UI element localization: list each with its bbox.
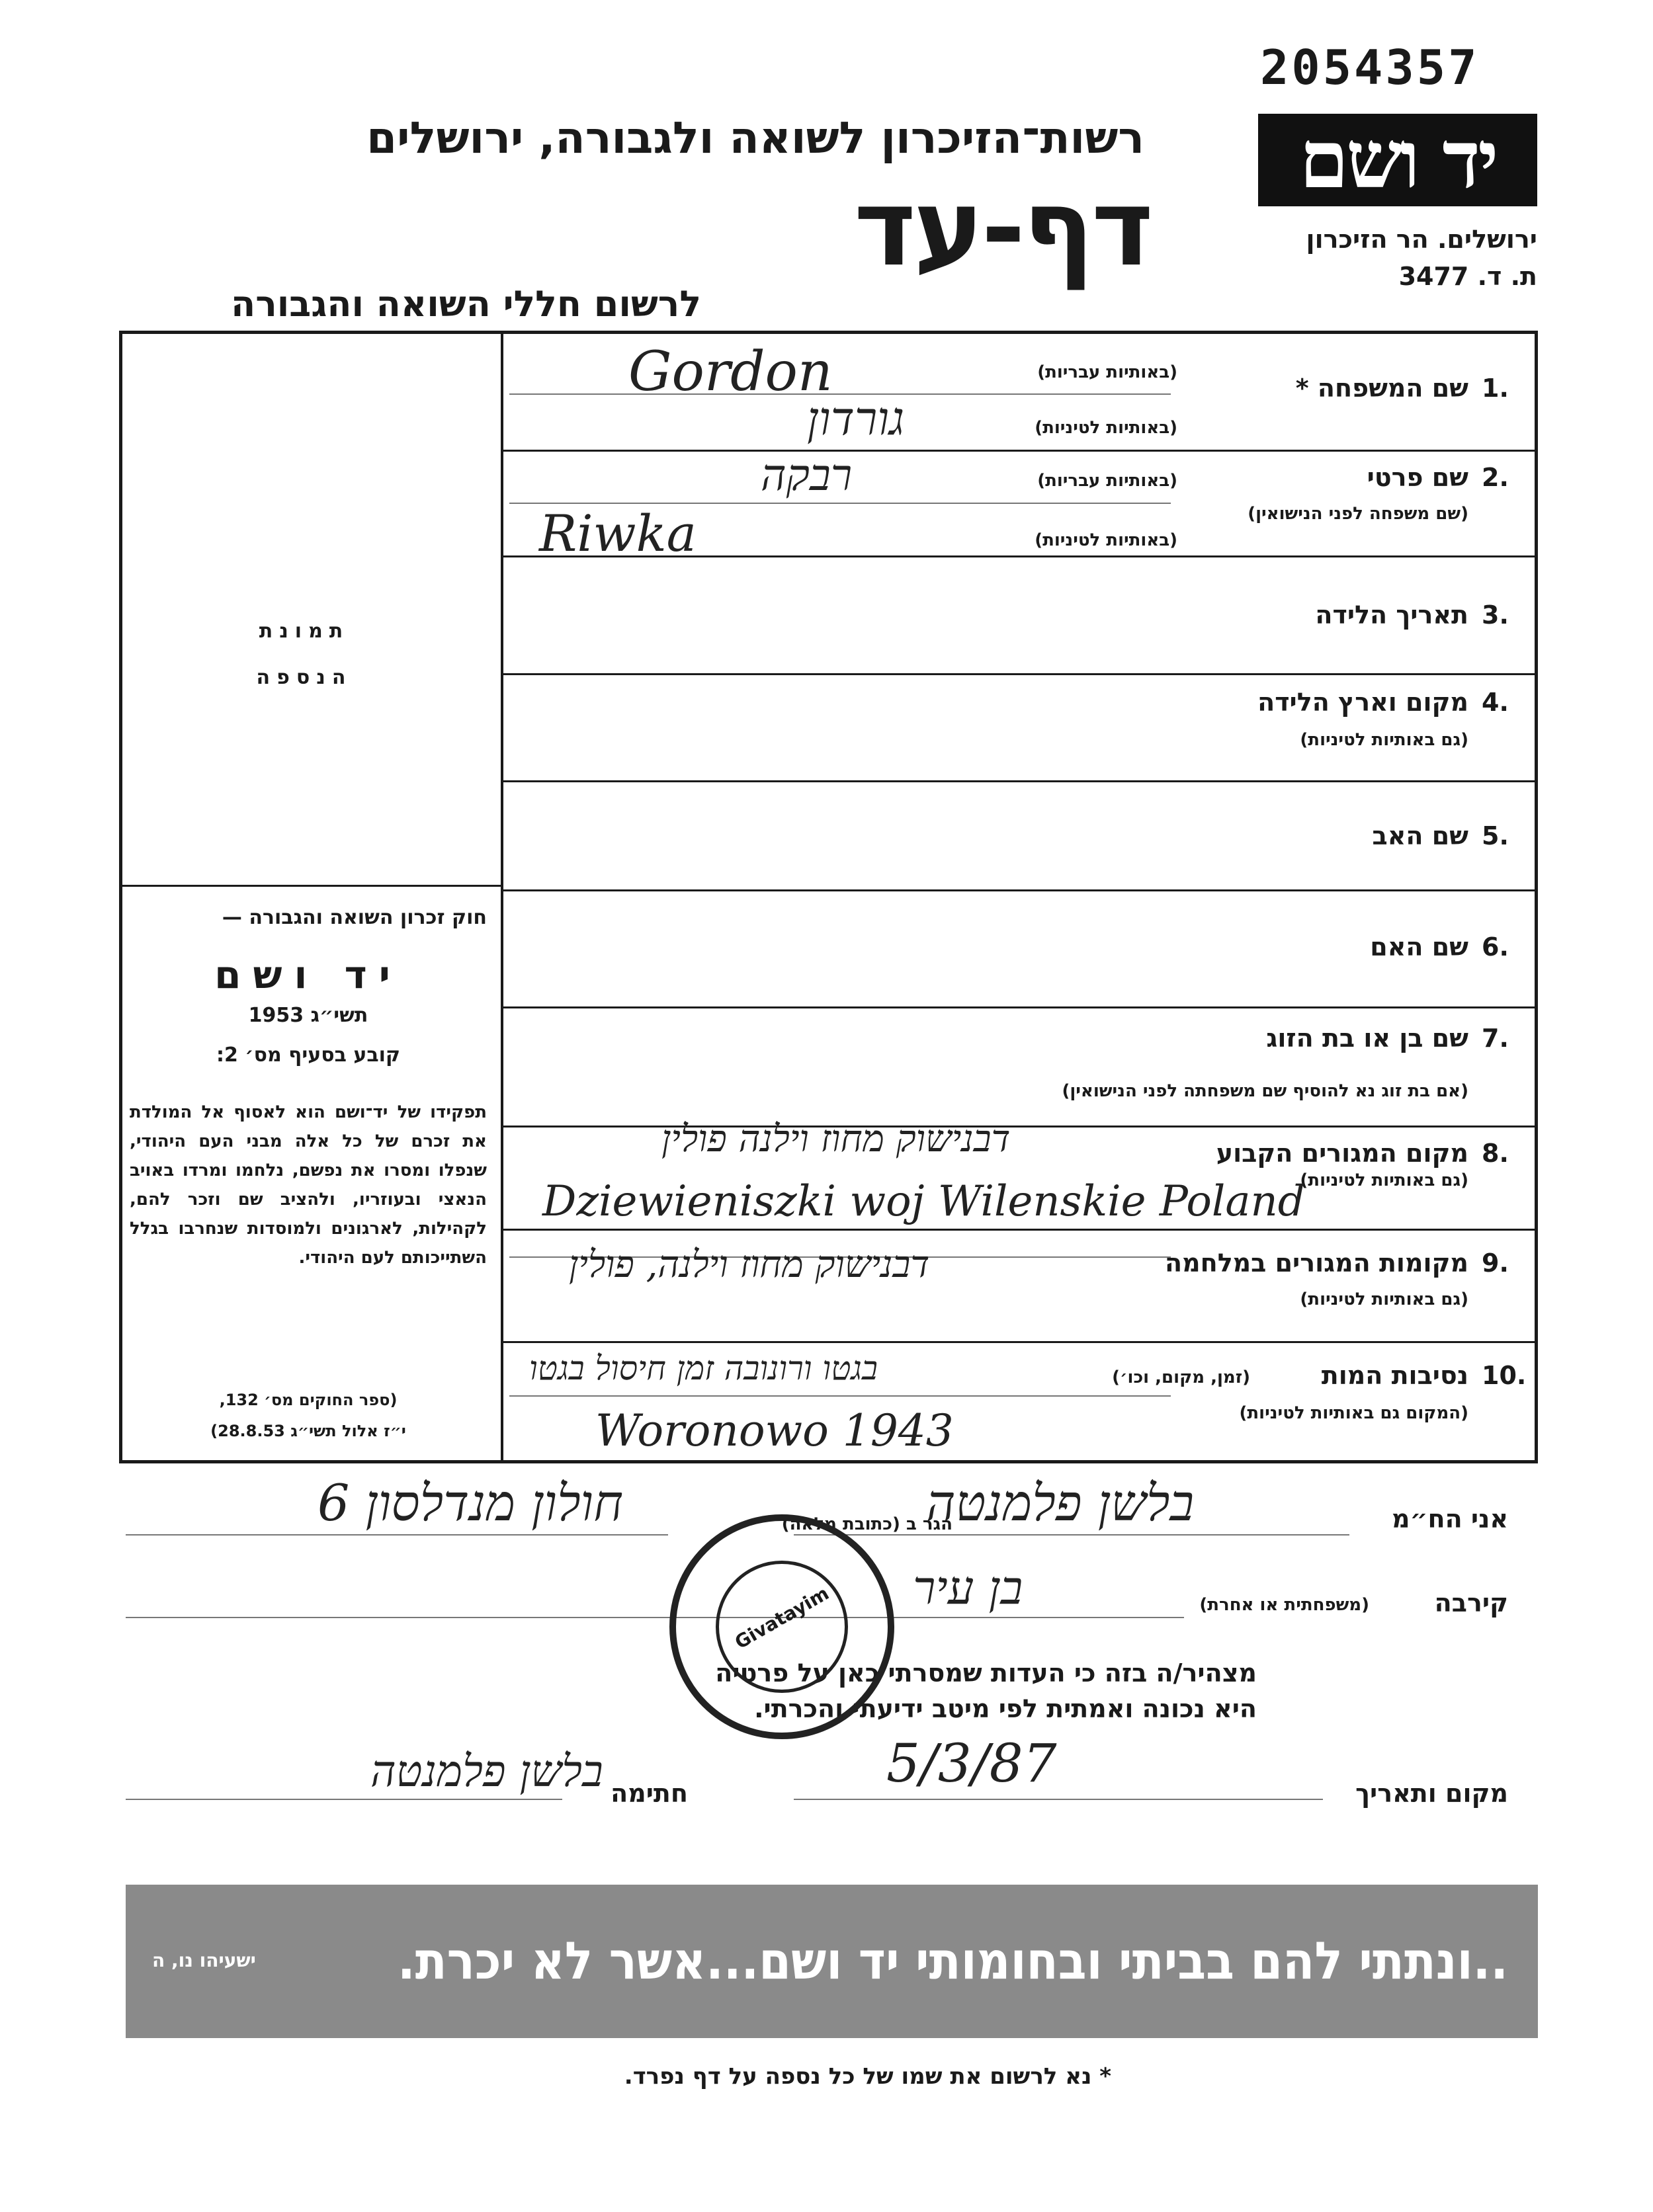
field-1-handwriting-latin: Gordon — [628, 341, 833, 403]
field-4-note: (גם באותיות לטיניות) — [1300, 730, 1468, 750]
address-line-2: ת. ד. 3477 — [1398, 262, 1537, 291]
field-7-number: 7. — [1482, 1024, 1509, 1053]
field-8-note: (גם באותיות לטיניות) — [1300, 1170, 1468, 1190]
field-2-note: (שם משפחה לפני הנישואין) — [1248, 504, 1468, 524]
field-9-handwriting-hebrew: דבנישוק מחוז וילנה, פולין — [569, 1243, 930, 1286]
field-4-label: מקום וארץ הלידה — [1257, 688, 1468, 717]
statement-line-2: היא נכונה ואמתית לפי מיטב ידיעתי והכרתי. — [754, 1694, 1257, 1723]
field-9-label: מקומות המגורים במלחמה — [1164, 1249, 1468, 1278]
field-2-handwriting-latin: Riwka — [539, 504, 697, 563]
field-9-number: 9. — [1482, 1249, 1509, 1278]
law-source-1: (ספר החוקים מס׳ 132, — [219, 1391, 398, 1409]
field-8-handwriting-latin: Dziewieniszki woj Wilenskie Poland — [542, 1177, 1305, 1226]
law-text: תפקידו של יד־ושם הוא לאסוף אל המולדת את זכרם של כל אלה מבני העם היהודי, שנפלו ומסרו את נפשם, נלחמו ומרדו באויב הנאצי ובעוזריו, ולהציב שם וזכר להם, לקהילות, לארגונים ולמוסדות שנחרבו בגלל השתייכותם לעם היהודי. — [130, 1102, 487, 1268]
signature-label: חתימה — [611, 1779, 688, 1808]
field-4-number: 4. — [1482, 688, 1509, 717]
writing-line — [794, 1799, 1323, 1800]
field-10-handwriting-latin: Woronowo 1943 — [595, 1405, 954, 1456]
signature-handwriting: בלשן פלמנטה — [370, 1746, 603, 1797]
relation-note: (משפחתית או אחרת) — [1199, 1595, 1369, 1615]
field-8-number: 8. — [1482, 1139, 1509, 1168]
field-8-label: מקום המגורים הקבוע — [1216, 1139, 1468, 1168]
row-divider — [119, 885, 503, 887]
field-5-number: 5. — [1482, 821, 1509, 850]
relation-label: קירבה — [1434, 1588, 1508, 1618]
law-section: קובע בסעיף מס׳ 2: — [216, 1044, 401, 1067]
field-1-handwriting-hebrew: גורדון — [807, 391, 905, 446]
row-divider — [501, 1006, 1538, 1008]
field-1-label: שם המשפחה * — [1295, 374, 1468, 403]
field-2-sub-latin: (באותיות לטיניות) — [1035, 530, 1177, 550]
field-6-label: שם האם — [1370, 932, 1468, 962]
field-7-label: שם בן או בת הזוג — [1266, 1024, 1468, 1053]
field-2-sub-hebrew: (באותיות עבריות) — [1037, 471, 1177, 491]
date-handwriting: 5/3/87 — [886, 1733, 1057, 1794]
writing-line — [509, 1395, 1171, 1397]
relation-handwriting: בן עיר — [913, 1561, 1023, 1615]
declarant-name-handwriting: בלשן פלמנטה — [926, 1473, 1195, 1532]
law-year: תשי״ג 1953 — [248, 1004, 368, 1027]
resident-label: הגר ב (כתובת מלאה) — [781, 1514, 953, 1534]
field-10-note: (המקום גם באותיות לטיניות) — [1239, 1403, 1468, 1423]
footnote: * נא לרשום את שמו של כל נספה על דף נפרד. — [624, 2063, 1111, 2090]
writing-line — [794, 1534, 1349, 1536]
page-subtitle: לרשום חללי השואה והגבורה — [231, 283, 701, 325]
field-1-sub-latin: (באותיות לטיניות) — [1035, 418, 1177, 438]
row-divider — [501, 780, 1538, 782]
statement-line-1: מצהיר/ה בזה כי העדות שמסרתי כאן על פרטיה — [715, 1659, 1257, 1688]
writing-line — [126, 1617, 1184, 1618]
serial-number: 2054357 — [1260, 40, 1480, 95]
photo-label-line2: הנספה — [256, 666, 353, 689]
field-2-label: שם פרטי — [1367, 463, 1468, 492]
field-1-number: 1. — [1482, 374, 1509, 403]
row-divider — [501, 1229, 1538, 1231]
declarant-address-handwriting: חולון מנדלסון 6 — [318, 1473, 624, 1532]
place-date-label: מקום ותאריך — [1355, 1779, 1508, 1808]
field-10-label: נסיבות המות — [1321, 1361, 1468, 1390]
field-10-sub: (זמן, מקום, וכו׳) — [1112, 1368, 1250, 1387]
photo-label-line1: תמונת — [259, 620, 350, 643]
address-line-1: ירושלים. הר הזיכרון — [1306, 225, 1537, 254]
field-2-number: 2. — [1482, 463, 1509, 492]
field-6-number: 6. — [1482, 932, 1509, 962]
writing-line — [126, 1534, 668, 1536]
row-divider — [501, 673, 1538, 675]
writing-line — [126, 1799, 562, 1800]
field-2-handwriting-hebrew: רבקה — [761, 450, 853, 501]
field-10-handwriting-hebrew: בגטו ורונובה זמן חיסול בגטו — [529, 1349, 878, 1387]
organization-name: רשות־הזיכרון לשואה ולגבורה, ירושלים — [366, 112, 1144, 163]
law-title: חוק זכרון השואה והגבורה — — [222, 906, 487, 929]
row-divider — [501, 889, 1538, 891]
law-source-2: י״ז אלול תשי״ג 28.8.53) — [210, 1422, 406, 1440]
field-7-note: (אם בת זוג נא להוסיף שם משפחתה לפני הנישואין) — [1062, 1081, 1468, 1101]
field-5-label: שם האב — [1372, 821, 1468, 850]
field-8-handwriting-hebrew: דבנישוק מחוז וילנה פולין — [661, 1118, 1011, 1161]
field-3-label: תאריך הלידה — [1315, 600, 1468, 630]
yad-vashem-logo: יד ושם — [1258, 114, 1537, 206]
field-10-number: 10. — [1482, 1361, 1527, 1390]
photo-placeholder — [198, 608, 410, 701]
declarant-label: אני הח״מ — [1392, 1504, 1508, 1534]
page-title: דף-עד — [853, 166, 1151, 290]
law-yad-vashem: יד ושם — [214, 952, 402, 997]
row-divider — [501, 1126, 1538, 1127]
row-divider — [501, 1341, 1538, 1343]
row-divider — [501, 450, 1538, 452]
field-1-sub-hebrew: (באותיות עבריות) — [1037, 362, 1177, 382]
stamp-text: Givatayim — [731, 1582, 833, 1654]
column-divider — [501, 331, 503, 1463]
banner-source: ישעיהו נו, ה — [152, 1949, 256, 1971]
field-9-note: (גם באותיות לטיניות) — [1300, 1290, 1468, 1309]
banner-quote: ..ונתתי להם בביתי ובחומותי יד ושם...אשר לא יכרת. — [398, 1932, 1508, 1991]
field-3-number: 3. — [1482, 600, 1509, 630]
